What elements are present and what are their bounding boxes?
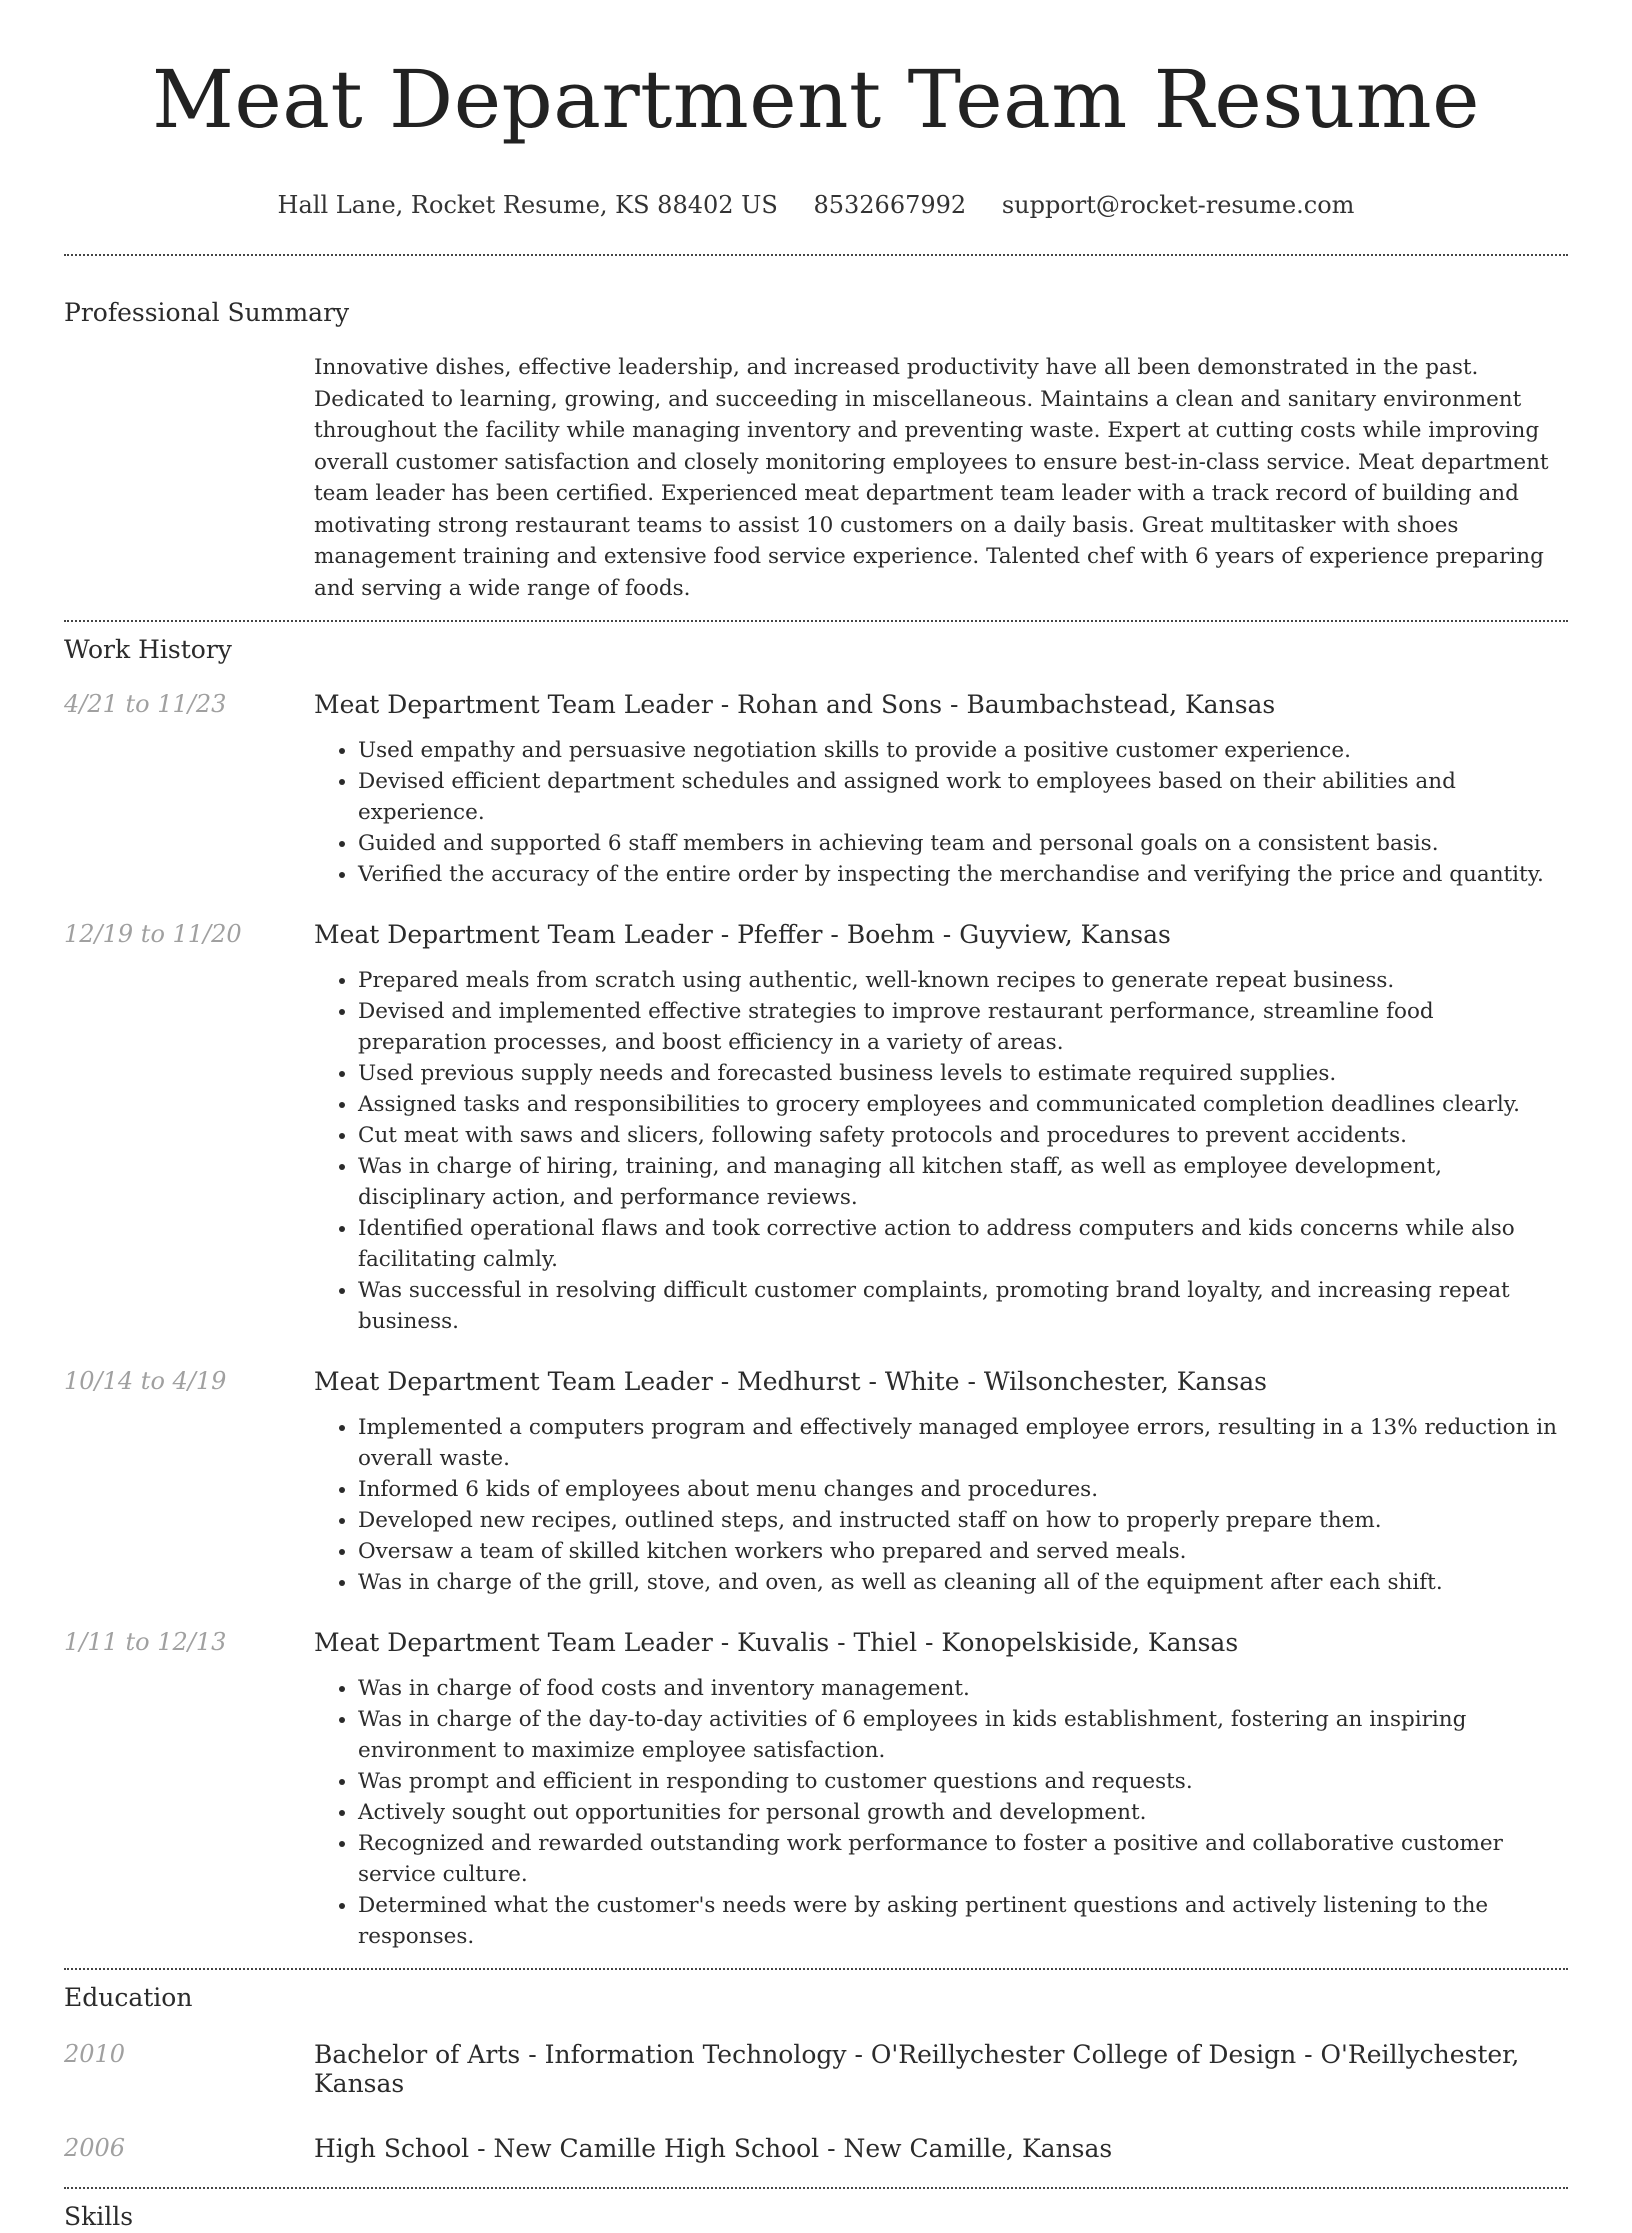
- job-title: Meat Department Team Leader - Medhurst - White - Wilsonchester, Kansas: [314, 1367, 1267, 1396]
- list-item: • Devised efficient department schedules and assigned work to employees based on their abilities and experience.: [358, 766, 1568, 828]
- job-entry: [64, 920, 1568, 1337]
- job-title: Meat Department Team Leader - Kuvalis - Thiel - Konopelskiside, Kansas: [314, 1628, 1239, 1657]
- list-item: • Oversaw a team of skilled kitchen workers who prepared and served meals.: [358, 1536, 1568, 1567]
- contact-line: [64, 190, 1568, 220]
- section-title-work: Work History: [64, 635, 232, 664]
- divider: [64, 254, 1568, 256]
- resume-name: Meat Department Team Resume: [152, 53, 1480, 146]
- job-bullets: [314, 735, 1568, 890]
- list-item: • Used empathy and persuasive negotiation skills to provide a positive customer experience.: [358, 735, 1568, 766]
- section-title-skills: Skills: [64, 2202, 134, 2231]
- education-year: 2010: [64, 2040, 126, 2068]
- job-bullets: [314, 1673, 1568, 1952]
- list-item: • Actively sought out opportunities for personal growth and development.: [358, 1797, 1568, 1828]
- list-item: • Was in charge of food costs and inventory management.: [358, 1673, 1568, 1704]
- contact-email: support@rocket-resume.com: [1001, 191, 1355, 219]
- job-title: Meat Department Team Leader - Pfeffer - Boehm - Guyview, Kansas: [314, 920, 1171, 949]
- job-dates: 12/19 to 11/20: [64, 920, 242, 948]
- list-item: • Developed new recipes, outlined steps, and instructed staff on how to properly prepare them.: [358, 1505, 1568, 1536]
- list-item: • Implemented a computers program and effectively managed employee errors, resulting in a 13% reduction in overall waste.: [358, 1412, 1568, 1474]
- contact-phone: 8532667992: [813, 191, 967, 219]
- list-item: • Was in charge of hiring, training, and managing all kitchen staff, as well as employee development, disciplinary action, and performance reviews.: [358, 1151, 1568, 1213]
- list-item: • Guided and supported 6 staff members in achieving team and personal goals on a consistent basis.: [358, 828, 1568, 859]
- list-item: • Was prompt and efficient in responding to customer questions and requests.: [358, 1766, 1568, 1797]
- resume-page: [64, 0, 1568, 2233]
- list-item: • Devised and implemented effective strategies to improve restaurant performance, streamline food preparation processes, and boost efficiency in a variety of areas.: [358, 996, 1568, 1058]
- education-title: Bachelor of Arts - Information Technology - O'Reillychester College of Design - O'Reillychester, Kansas: [314, 2040, 1520, 2098]
- list-item: • Was in charge of the grill, stove, and oven, as well as cleaning all of the equipment after each shift.: [358, 1567, 1568, 1598]
- divider: [64, 2187, 1568, 2189]
- divider: [64, 620, 1568, 622]
- job-bullets: [314, 1412, 1568, 1598]
- job-title: Meat Department Team Leader - Rohan and Sons - Baumbachstead, Kansas: [314, 690, 1276, 719]
- list-item: • Prepared meals from scratch using authentic, well-known recipes to generate repeat business.: [358, 965, 1568, 996]
- list-item: • Recognized and rewarded outstanding work performance to foster a positive and collaborative customer service culture.: [358, 1828, 1568, 1890]
- section-title-education: Education: [64, 1983, 193, 2012]
- list-item: • Identified operational flaws and took corrective action to address computers and kids concerns while also facilitating calmly.: [358, 1213, 1568, 1275]
- divider: [64, 1968, 1568, 1970]
- education-year: 2006: [64, 2134, 126, 2162]
- summary-text: Innovative dishes, effective leadership, and increased productivity have all been demonstrated in the past. Dedicated to learning, growing, and succeeding in miscellaneous. Maintains a clean and sanitary environment throughout the facility while managing inventory and preventing waste. Expert at cutting costs while improving overall customer satisfaction and closely monitoring employees to ensure best-in-class service. Meat department team leader has been certified. Experienced meat department team leader with a track record of building and motivating strong restaurant teams to assist 10 customers on a daily basis. Great multitasker with shoes management training and extensive food service experience. Talented chef with 6 years of experience preparing and serving a wide range of foods.: [314, 355, 1549, 601]
- list-item: • Used previous supply needs and forecasted business levels to estimate required supplies.: [358, 1058, 1568, 1089]
- job-entry: [64, 1628, 1568, 1952]
- list-item: • Cut meat with saws and slicers, following safety protocols and procedures to prevent accidents.: [358, 1120, 1568, 1151]
- list-item: • Informed 6 kids of employees about menu changes and procedures.: [358, 1474, 1568, 1505]
- list-item: • Verified the accuracy of the entire order by inspecting the merchandise and verifying the price and quantity.: [358, 859, 1568, 890]
- list-item: • Was in charge of the day-to-day activities of 6 employees in kids establishment, fostering an inspiring environment to maximize employee satisfaction.: [358, 1704, 1568, 1766]
- job-dates: 4/21 to 11/23: [64, 690, 227, 718]
- job-bullets: [314, 965, 1568, 1337]
- list-item: • Assigned tasks and responsibilities to grocery employees and communicated completion deadlines clearly.: [358, 1089, 1568, 1120]
- education-title: High School - New Camille High School - New Camille, Kansas: [314, 2134, 1113, 2163]
- education-entry: [64, 2040, 1568, 2098]
- job-entry: [64, 1367, 1568, 1598]
- job-dates: 10/14 to 4/19: [64, 1367, 227, 1395]
- list-item: • Was successful in resolving difficult customer complaints, promoting brand loyalty, and increasing repeat business.: [358, 1275, 1568, 1337]
- job-dates: 1/11 to 12/13: [64, 1628, 227, 1656]
- education-entry: [64, 2134, 1568, 2163]
- contact-address: Hall Lane, Rocket Resume, KS 88402 US: [277, 191, 778, 219]
- section-title-summary: Professional Summary: [64, 298, 350, 327]
- list-item: • Determined what the customer's needs were by asking pertinent questions and actively listening to the responses.: [358, 1890, 1568, 1952]
- job-entry: [64, 690, 1568, 890]
